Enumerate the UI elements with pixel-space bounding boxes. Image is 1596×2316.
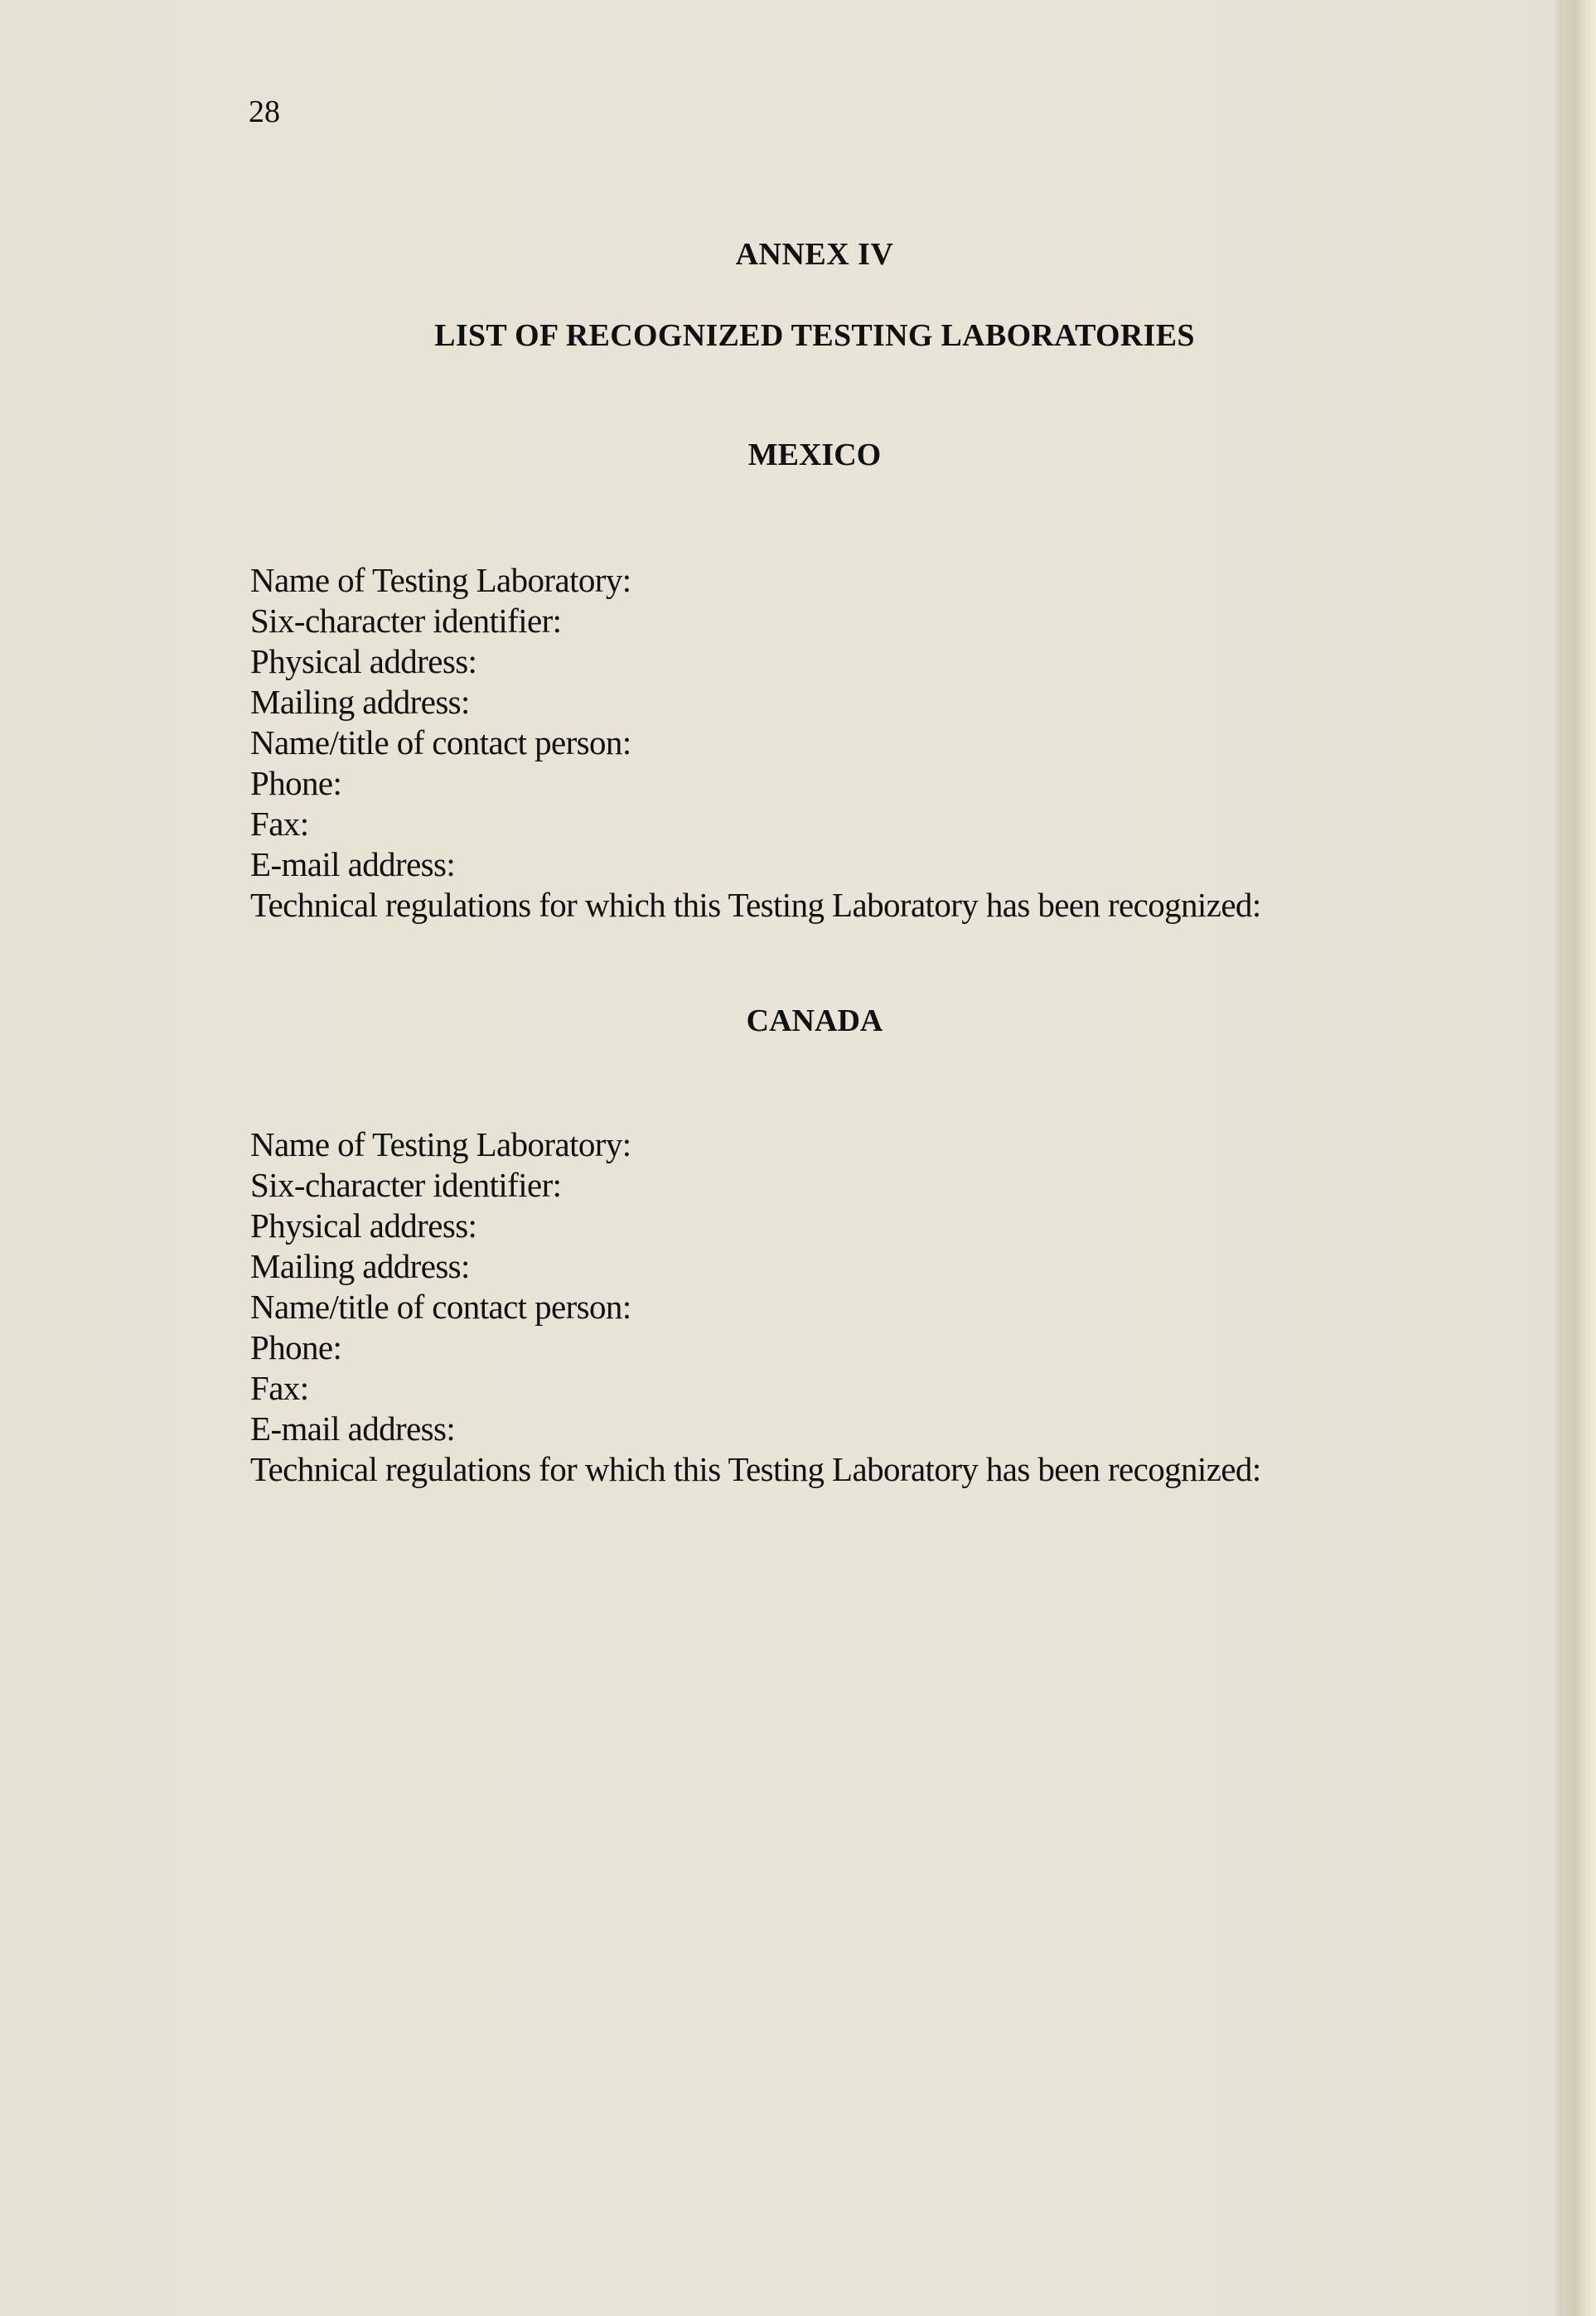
field-label-identifier: Six-character identifier: [250, 1166, 562, 1204]
binding-shadow [1553, 0, 1563, 2316]
field-label-name: Name of Testing Laboratory: [250, 1125, 631, 1163]
field-label-contact-person: Name/title of contact person: [250, 1288, 631, 1326]
field-label-contact-person: Name/title of contact person: [250, 723, 631, 762]
field-label-technical-regulations: Technical regulations for which this Testing Laboratory has been recognized: [250, 1450, 1261, 1488]
annex-title: ANNEX IV [735, 237, 894, 272]
list-title: LIST OF RECOGNIZED TESTING LABORATORIES [434, 318, 1195, 353]
field-label-fax: Fax: [250, 805, 309, 843]
field-label-physical-address: Physical address: [250, 1206, 477, 1245]
field-label-technical-regulations: Technical regulations for which this Testing Laboratory has been recognized: [250, 886, 1261, 924]
section-heading-mexico: MEXICO [747, 438, 882, 472]
field-label-fax: Fax: [250, 1369, 309, 1407]
field-label-phone: Phone: [250, 1328, 342, 1366]
field-list-canada [250, 1124, 1261, 1490]
field-label-phone: Phone: [250, 764, 342, 802]
field-list-mexico [250, 560, 1261, 926]
field-label-mailing-address: Mailing address: [250, 1247, 470, 1285]
field-label-identifier: Six-character identifier: [250, 602, 562, 640]
page-edge-strip [1563, 0, 1596, 2316]
field-label-name: Name of Testing Laboratory: [250, 561, 631, 599]
section-heading-canada: CANADA [746, 1003, 883, 1038]
field-label-email: E-mail address: [250, 845, 456, 883]
page-number: 28 [249, 94, 280, 129]
field-label-email: E-mail address: [250, 1409, 456, 1448]
field-label-mailing-address: Mailing address: [250, 683, 470, 721]
field-label-physical-address: Physical address: [250, 642, 477, 680]
